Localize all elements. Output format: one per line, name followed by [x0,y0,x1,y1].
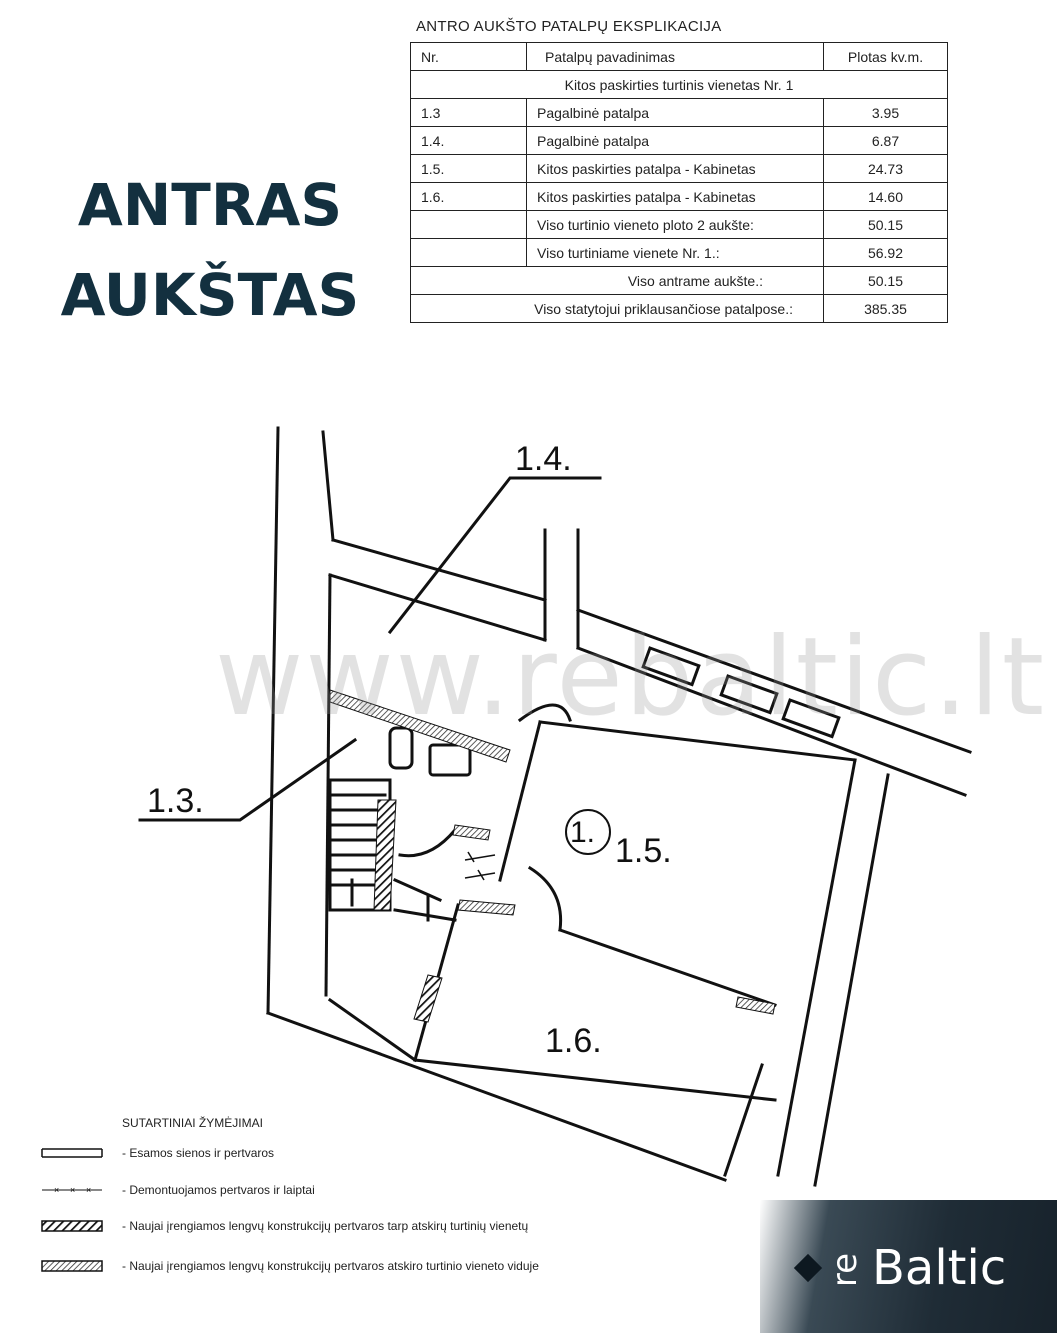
brand-name: Baltic [872,1240,1007,1296]
legend-item [40,1180,600,1200]
subtotal-unit-label: Viso turtiniame vienete Nr. 1.: [527,239,824,267]
partition-light-2 [458,900,515,915]
label-room-14: 1.4. [515,440,572,478]
brand-prefix: re [825,1252,866,1288]
new-partition-inside-unit-symbol [40,1258,104,1274]
outer-wall-left-2 [323,432,333,540]
legend-title: SUTARTINIAI ŽYMĖJIMAI [122,1116,263,1130]
row-nr: 1.5. [411,155,527,183]
total-floor-area: 50.15 [824,267,948,295]
header-area: Plotas kv.m. [824,43,948,71]
svg-text:×: × [54,1185,60,1195]
new-partition-between-units-symbol [40,1218,104,1234]
legend-text: - Esamos sienos ir pertvaros [122,1146,275,1160]
legend-text: - Naujai įrengiamos lengvų konstrukcijų pertvaros tarp atskirų turtinių vienetų [122,1219,529,1233]
row-name: Pagalbinė patalpa [527,127,824,155]
svg-text:×: × [86,1185,92,1195]
right-wall-inner [778,760,855,1175]
row-area: 3.95 [824,99,948,127]
row-nr: 1.4. [411,127,527,155]
header-nr: Nr. [411,43,527,71]
legend-item [40,1256,600,1276]
legend-item [40,1143,600,1163]
room-15-16-divider [560,930,775,1005]
leader-14 [390,478,600,632]
row-area: 6.87 [824,127,948,155]
explication-title: ANTRO AUKŠTO PATALPŲ EKSPLIKACIJA [416,18,722,35]
header-name: Patalpų pavadinimas [527,43,824,71]
row-area: 14.60 [824,183,948,211]
label-room-13: 1.3. [147,782,204,820]
subtotal-floor-area: 50.15 [824,211,948,239]
existing-wall-symbol [40,1145,104,1161]
right-wall-outer [815,775,888,1185]
headline-line-1: ANTRAS [77,171,343,239]
brand-logo-panel [760,1200,1057,1333]
total-building-area: 385.35 [824,295,948,323]
subtotal-unit-area: 56.92 [824,239,948,267]
unit-row-label: Kitos paskirties turtinis vienetas Nr. 1 [411,71,948,99]
row-nr: 1.3 [411,99,527,127]
row-name: Kitos paskirties patalpa - Kabinetas [527,183,824,211]
room-15-left [500,722,540,880]
svg-text:×: × [70,1185,76,1195]
demolished-wall-symbol [40,1182,104,1198]
total-building-label: Viso statytojui priklausančiose patalpose.: [411,295,824,323]
label-room-15: 1.5. [615,832,672,870]
right-lower-wall [725,1065,762,1175]
label-unit-number: 1. [570,816,596,849]
door-swing-2 [400,830,455,856]
door-swing-3 [530,868,561,930]
row-name: Kitos paskirties patalpa - Kabinetas [527,155,824,183]
room-16-bottom [415,1060,775,1100]
label-room-16: 1.6. [545,1022,602,1060]
partition-light-3 [453,825,490,840]
subtotal-floor-label: Viso turtinio vieneto ploto 2 aukšte: [527,211,824,239]
sink-fixture [430,745,470,775]
legend-item [40,1216,600,1236]
row-nr: 1.6. [411,183,527,211]
partition-dark-1 [374,800,396,910]
total-floor-label: Viso antrame aukšte.: [411,267,824,295]
partition-dark-2 [414,975,442,1022]
row-area: 24.73 [824,155,948,183]
legend-text: - Naujai įrengiamos lengvų konstrukcijų pertvaros atskiro turtinio vieneto viduje [122,1259,539,1273]
legend-text: - Demontuojamos pertvaros ir laiptai [122,1183,315,1197]
diamond-icon [794,1254,822,1282]
headline-line-2: AUKŠTAS [60,261,360,329]
watermark: www.rebaltic.lt [215,615,1047,740]
row-name: Pagalbinė patalpa [527,99,824,127]
